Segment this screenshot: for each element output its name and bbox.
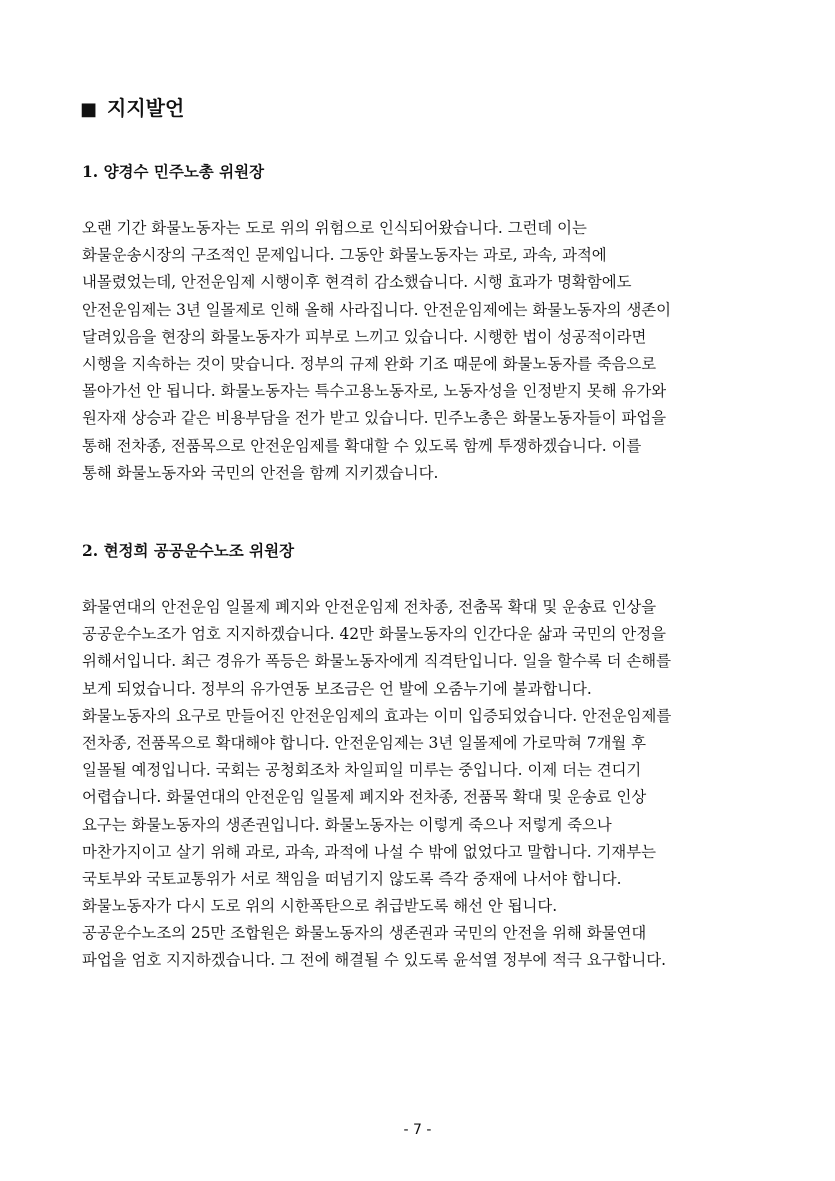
text-line: 요구는 화물노동자의 생존권입니다. 화물노동자는 이렇게 죽으나 저렇게 죽으나 [82,815,612,834]
text-line: 화물노동자가 다시 도로 위의 시한폭탄으로 취급받도록 해선 안 됩니다. [82,897,558,916]
section-title [80,94,184,124]
text-line: 안전운임제는 3년 일몰제로 인해 올해 사라집니다. 안전운임제에는 화물노동자의 생존이 [82,300,672,319]
text-line: 시행을 지속하는 것이 맞습니다. 정부의 규제 완화 기조 때문에 화물노동자를 죽음으로 [82,354,657,373]
square-bullet-icon: ■ [80,99,98,120]
text-line: 통해 전차종, 전품목으로 안전운임제를 확대할 수 있도록 함께 투쟁하겠습니다. 이를 [82,436,642,455]
text-line: 원자재 상승과 같은 비용부담을 전가 받고 있습니다. 민주노총은 화물노동자들이 파업을 [82,409,667,428]
text-line: 파업을 엄호 지지하겠습니다. 그 전에 해결될 수 있도록 윤석열 정부에 적극 요구합니다. [82,951,666,970]
text-line: 공공운수노조의 25만 조합원은 화물노동자의 생존권과 국민의 안전을 위해 화물연대 [82,924,647,943]
text-line: 내몰렸었는데, 안전운임제 시행이후 현격히 감소했습니다. 시행 효과가 명확함에도 [82,273,632,292]
text-line: 일몰될 예정입니다. 국회는 공청회조차 차일피일 미루는 중입니다. 이제 더는 견디기 [82,761,642,780]
text-line: 국토부와 국토교통위가 서로 책임을 떠넘기지 않도록 즉각 중재에 나서야 합니다. [82,869,622,888]
speaker-1-heading: 1. 양경수 민주노총 위원장 [82,162,265,181]
speaker-1-statement [82,215,772,487]
page-number: - 7 - [403,1122,432,1138]
text-line: 화물운송시장의 구조적인 문제입니다. 그동안 화물노동자는 과로, 과속, 과적에 [82,246,607,265]
text-line: 달려있음을 현장의 화물노동자가 피부로 느끼고 있습니다. 시행한 법이 성공적이라면 [82,327,647,346]
text-line: 오랜 기간 화물노동자는 도로 위의 위험으로 인식되어왔습니다. 그런데 이는 [82,219,587,237]
text-line: 화물연대의 안전운임 일몰제 폐지와 안전운임제 전차종, 전춤목 확대 및 운송료 인상을 [82,598,657,616]
text-line: 화물노동자의 요구로 만들어진 안전운임제의 효과는 이미 입증되었습니다. 안전운임제를 [82,706,672,725]
speaker-2-heading: 2. 현정희 공공운수노조 위원장 [82,541,295,560]
text-line: 통해 화물노동자와 국민의 안전을 함께 지키겠습니다. [82,463,439,482]
text-line: 보게 되었습니다. 정부의 유가연동 보조금은 언 발에 오줌누기에 불과합니다. [82,679,592,698]
text-line: 위해서입니다. 최근 경유가 폭등은 화물노동자에게 직격탄입니다. 일을 할수록 더 손해를 [82,652,672,671]
speaker-2-statement [82,594,772,975]
section-title-text: 지지발언 [107,96,185,120]
text-line: 전차종, 전품목으로 확대해야 합니다. 안전운임제는 3년 일몰제에 가로막혀 7개월 후 [82,733,647,752]
text-line: 공공운수노조가 엄호 지지하겠습니다. 42만 화물노동자의 인간다운 삶과 국민의 안정을 [82,625,666,644]
text-line: 마찬가지이고 살기 위해 과로, 과속, 과적에 나설 수 밖에 없었다고 말합니다. 기재부는 [82,842,656,861]
text-line: 어렵습니다. 화물연대의 안전운임 일몰제 폐지와 전차종, 전품목 확대 및 운송료 인상 [82,788,647,807]
text-line: 몰아가선 안 됩니다. 화물노동자는 특수고용노동자로, 노동자성을 인정받지 못해 유가와 [82,382,667,401]
